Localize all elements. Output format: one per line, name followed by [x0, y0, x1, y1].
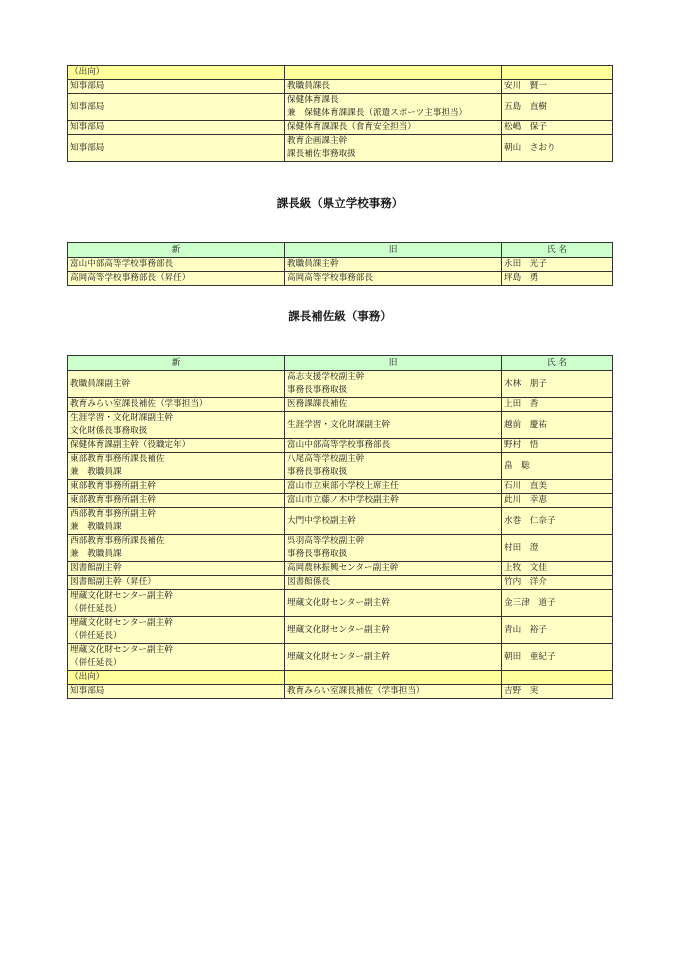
cell-new-position — [68, 508, 285, 535]
cell-person-name: 石川 直美 — [502, 480, 613, 494]
cell-new-position-line: 図書館副主幹（昇任） — [70, 577, 156, 587]
cell-old-position — [285, 371, 502, 398]
cell-new-position-line: 西部教育事務所課長補佐 — [70, 536, 165, 546]
table-row — [68, 535, 613, 562]
cell-new-position — [68, 272, 285, 286]
table-row — [68, 121, 613, 135]
cell-old-position-line: 高志支援学校副主幹 — [287, 372, 365, 382]
column-header-new: 新 — [68, 243, 285, 258]
cell-person-name: 金三津 道子 — [502, 590, 613, 617]
cell-person-name: 五島 直樹 — [502, 94, 613, 121]
cell-old-position-line: 保健体育課課長（食育安全担当） — [287, 122, 416, 132]
cell-old-position — [285, 562, 502, 576]
cell-old-position-line: 生涯学習・文化財課副主幹 — [287, 419, 391, 430]
table-row — [68, 453, 613, 480]
cell-person-name: 朝山 さおり — [502, 135, 613, 162]
cell-new-position — [68, 453, 285, 480]
table-row — [68, 258, 613, 272]
column-header-name: 氏 名 — [502, 243, 613, 258]
table-row — [68, 480, 613, 494]
table-row — [68, 412, 613, 439]
cell-old-position-line: 課長補佐事務取扱 — [287, 149, 356, 159]
cell-new-position-line: 知事部局 — [70, 142, 105, 153]
cell-old-position-line: 富山市立藤ノ木中学校副主幹 — [287, 495, 399, 505]
cell-old-position — [285, 617, 502, 644]
cell-new-position — [68, 644, 285, 671]
cell-new-position — [68, 494, 285, 508]
cell-new-position-line: 知事部局 — [70, 122, 105, 132]
cell-new-position — [68, 590, 285, 617]
table-row — [68, 439, 613, 453]
cell-person-name: 竹内 洋介 — [502, 576, 613, 590]
cell-new-position — [68, 480, 285, 494]
cell-new-position-line: 東部教育事務所副主幹 — [70, 481, 156, 491]
cell-person-name: 坪島 勇 — [502, 272, 613, 286]
cell-new-position-line: 東部教育事務所副主幹 — [70, 495, 156, 505]
cell-old-position — [285, 685, 502, 699]
cell-new-position-line: （併任延長） — [70, 604, 122, 614]
cell-old-position-line: 教育みらい室課長補佐（学事担当） — [287, 686, 425, 696]
cell-new-position — [68, 412, 285, 439]
cell-new-position — [68, 671, 285, 685]
cell-old-position-line: 医務課課長補佐 — [287, 399, 348, 409]
cell-old-position — [285, 258, 502, 272]
cell-new-position-line: 兼 教職員課 — [70, 522, 122, 532]
cell-old-position-line: 兼 保健体育課課長（派遣スポーツ主事担当） — [287, 108, 468, 118]
cell-new-position-line: 教育みらい室課長補佐（学事担当） — [70, 399, 208, 409]
cell-old-position — [285, 121, 502, 135]
cell-new-position — [68, 80, 285, 94]
cell-person-name: 松嶋 保子 — [502, 121, 613, 135]
column-header-old: 旧 — [285, 243, 502, 258]
cell-old-position-line: 八尾高等学校副主幹 — [287, 454, 365, 464]
cell-person-name: 上牧 文佳 — [502, 562, 613, 576]
cell-new-position-line: 図書館副主幹 — [70, 563, 122, 573]
cell-new-position-line: 東部教育事務所課長補佐 — [70, 454, 165, 464]
cell-old-position-line: 教育企画課主幹 — [287, 136, 348, 146]
table-row — [68, 671, 613, 685]
cell-new-position-line: 文化財係長事務取扱 — [70, 426, 148, 436]
cell-new-position-line: 埋蔵文化財センター副主幹 — [70, 591, 173, 601]
cell-old-position-line: 教職員課主幹 — [287, 259, 339, 269]
cell-new-position — [68, 66, 285, 80]
section-title-kacho-school: 課長級（県立学校事務） — [276, 196, 404, 210]
cell-new-position — [68, 562, 285, 576]
cell-old-position-line: 埋蔵文化財センター副主幹 — [287, 624, 390, 635]
cell-old-position-line: 高岡高等学校事務部長 — [287, 273, 373, 283]
table-row — [68, 94, 613, 121]
table-row — [68, 562, 613, 576]
cell-old-position — [285, 135, 502, 162]
table-row — [68, 590, 613, 617]
cell-new-position — [68, 439, 285, 453]
cell-new-position-line: （出向） — [70, 672, 105, 682]
cell-person-name: 上田 香 — [502, 398, 613, 412]
cell-old-position-line: 事務長事務取扱 — [287, 385, 348, 395]
cell-new-position — [68, 576, 285, 590]
cell-person-name: 永田 光子 — [502, 258, 613, 272]
section-title-kacho-hosa: 課長補佐級（事務） — [288, 309, 392, 323]
cell-old-position — [285, 272, 502, 286]
cell-new-position-line: 教職員課副主幹 — [70, 378, 131, 389]
cell-old-position-line: 富山市立東部小学校上席主任 — [287, 481, 399, 491]
cell-old-position-line: 富山中部高等学校事務部長 — [287, 440, 391, 450]
table-row — [68, 644, 613, 671]
cell-old-position-line: 事務長事務取扱 — [287, 549, 348, 559]
cell-old-position-line: 事務長事務取扱 — [287, 467, 348, 477]
cell-old-position-line: 図書館係長 — [287, 577, 330, 587]
cell-old-position — [285, 644, 502, 671]
cell-old-position — [285, 80, 502, 94]
cell-person-name: 木林 朋子 — [502, 371, 613, 398]
cell-new-position-line: （併任延長） — [70, 658, 122, 668]
cell-new-position-line: 兼 教職員課 — [70, 549, 122, 559]
table-row — [68, 494, 613, 508]
cell-person-name: 村田 澄 — [502, 535, 613, 562]
table-row — [68, 685, 613, 699]
cell-new-position — [68, 258, 285, 272]
column-header-new: 新 — [68, 356, 285, 371]
cell-old-position-line: 教職員課長 — [287, 81, 330, 91]
cell-old-position — [285, 398, 502, 412]
cell-old-position-line: 埋蔵文化財センター副主幹 — [287, 651, 390, 662]
column-header-old: 旧 — [285, 356, 502, 371]
cell-new-position-line: 知事部局 — [70, 101, 105, 112]
personnel-table-continued — [67, 65, 613, 162]
personnel-table-kacho-school — [67, 242, 613, 286]
cell-person-name: 水巻 仁奈子 — [502, 508, 613, 535]
cell-old-position — [285, 535, 502, 562]
cell-new-position-line: 知事部局 — [70, 686, 105, 696]
table-header-row — [68, 243, 613, 258]
cell-new-position-line: 高岡高等学校事務部長（昇任） — [70, 273, 191, 283]
cell-old-position-line: 大門中学校副主幹 — [287, 515, 356, 526]
cell-old-position — [285, 412, 502, 439]
cell-new-position-line: 知事部局 — [70, 81, 105, 91]
cell-person-name: 野村 悟 — [502, 439, 613, 453]
cell-new-position-line: 西部教育事務所副主幹 — [70, 509, 156, 519]
cell-person-name: 畠 聡 — [502, 453, 613, 480]
cell-new-position-line: 埋蔵文化財センター副主幹 — [70, 645, 173, 655]
cell-old-position — [285, 94, 502, 121]
table-row — [68, 66, 613, 80]
column-header-name: 氏 名 — [502, 356, 613, 371]
cell-new-position — [68, 617, 285, 644]
table-row — [68, 617, 613, 644]
cell-person-name: 朝田 亜紀子 — [502, 644, 613, 671]
cell-person-name — [502, 66, 613, 80]
cell-old-position — [285, 494, 502, 508]
personnel-table-kacho-hosa — [67, 355, 613, 699]
cell-person-name: 青山 裕子 — [502, 617, 613, 644]
cell-person-name: 此川 幸恵 — [502, 494, 613, 508]
cell-old-position-line: 高岡農林振興センター副主幹 — [287, 563, 399, 573]
cell-old-position-line: 埋蔵文化財センター副主幹 — [287, 597, 390, 608]
table-row — [68, 508, 613, 535]
table-row — [68, 272, 613, 286]
cell-old-position — [285, 480, 502, 494]
cell-old-position-line: 保健体育課長 — [287, 95, 339, 105]
cell-old-position — [285, 508, 502, 535]
cell-new-position — [68, 121, 285, 135]
cell-new-position-line: （出向） — [70, 67, 105, 77]
table-row — [68, 371, 613, 398]
cell-new-position — [68, 94, 285, 121]
cell-new-position — [68, 398, 285, 412]
cell-new-position-line: 兼 教職員課 — [70, 467, 122, 477]
cell-new-position-line: 埋蔵文化財センター副主幹 — [70, 618, 173, 628]
cell-new-position — [68, 135, 285, 162]
cell-old-position — [285, 66, 502, 80]
cell-person-name — [502, 671, 613, 685]
cell-new-position-line: 富山中部高等学校事務部長 — [70, 259, 174, 269]
cell-person-name: 吉野 実 — [502, 685, 613, 699]
table-row — [68, 576, 613, 590]
cell-new-position-line: 保健体育課副主幹（役職定年） — [70, 440, 191, 450]
cell-old-position — [285, 453, 502, 480]
cell-person-name: 安川 賢一 — [502, 80, 613, 94]
cell-new-position-line: 生涯学習・文化財課副主幹 — [70, 413, 174, 423]
table-row — [68, 135, 613, 162]
cell-old-position — [285, 576, 502, 590]
cell-person-name: 越前 慶祐 — [502, 412, 613, 439]
cell-old-position — [285, 439, 502, 453]
cell-old-position-line: 呉羽高等学校副主幹 — [287, 536, 365, 546]
cell-new-position — [68, 535, 285, 562]
table-header-row — [68, 356, 613, 371]
cell-old-position — [285, 590, 502, 617]
cell-new-position — [68, 685, 285, 699]
cell-new-position — [68, 371, 285, 398]
cell-old-position — [285, 671, 502, 685]
table-row — [68, 80, 613, 94]
table-row — [68, 398, 613, 412]
cell-new-position-line: （併任延長） — [70, 631, 122, 641]
